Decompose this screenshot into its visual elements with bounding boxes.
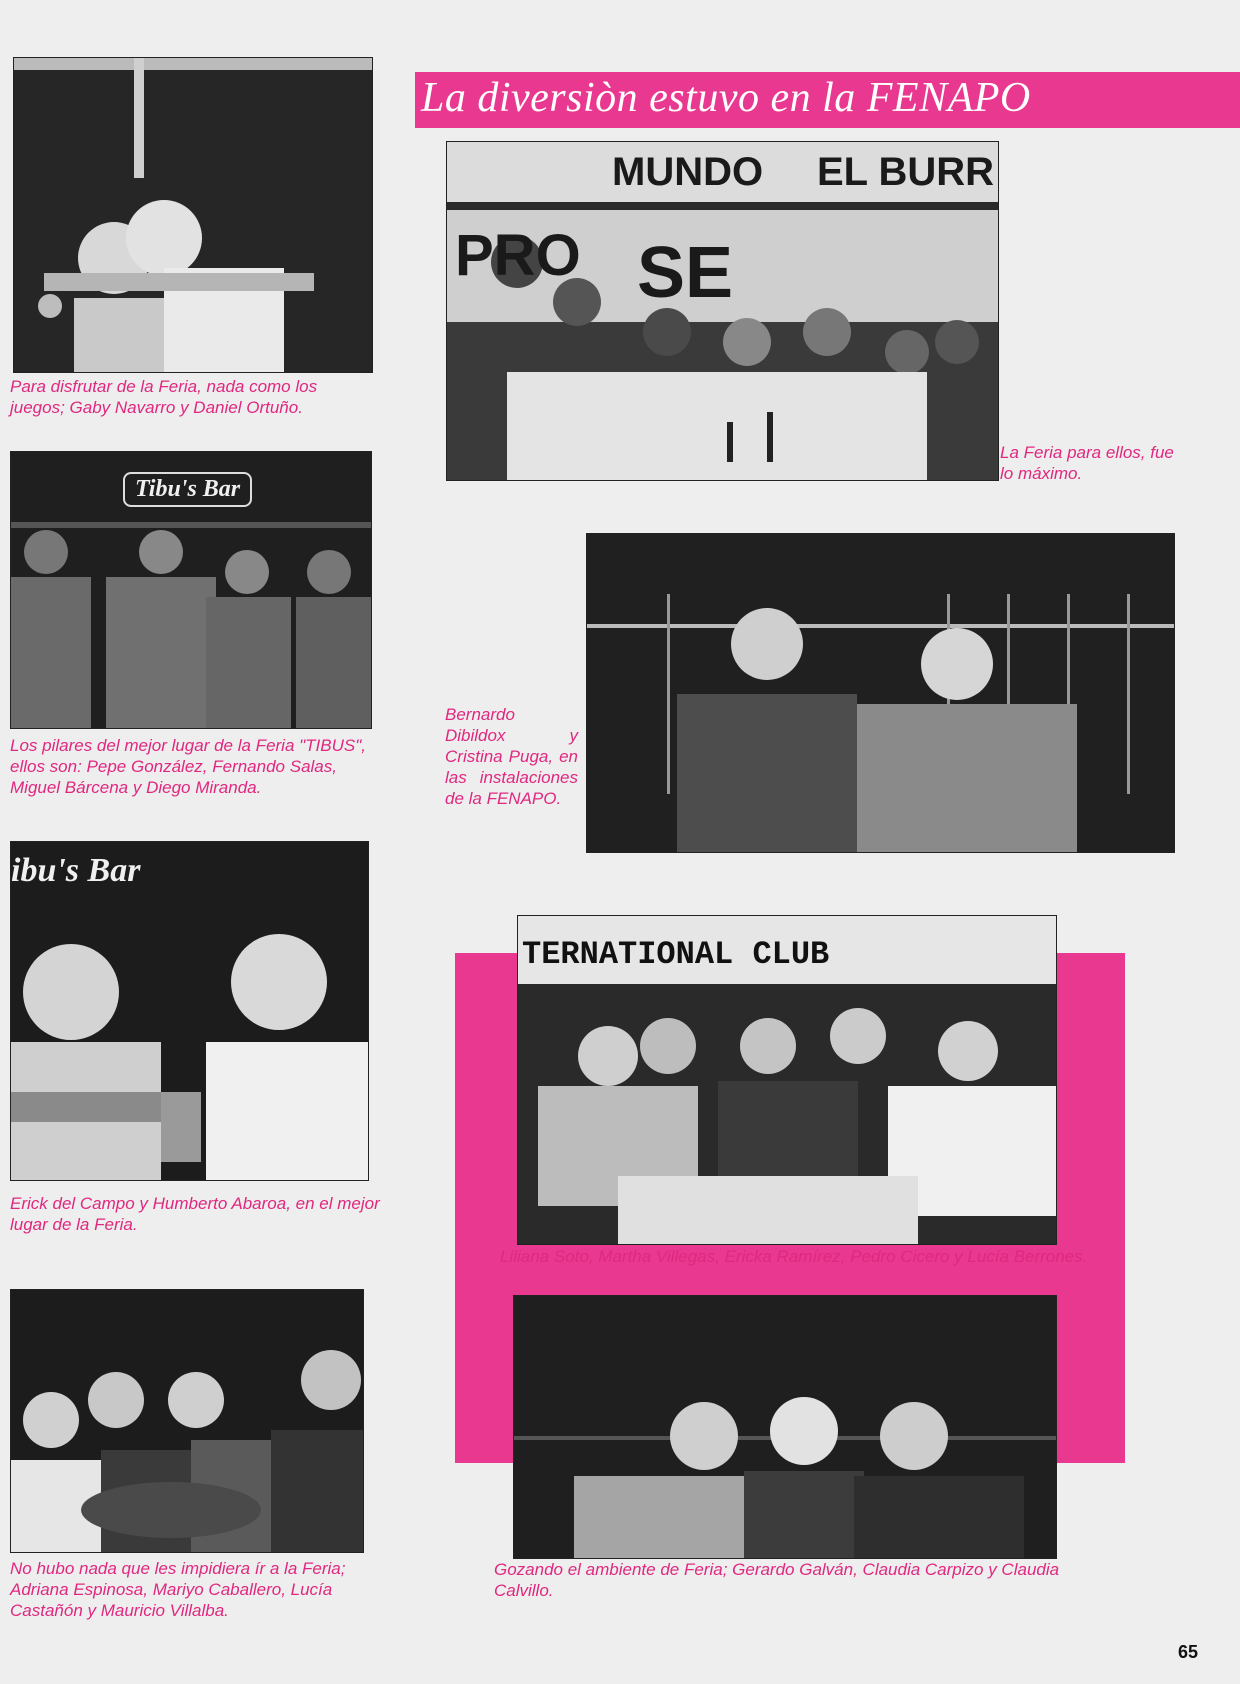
photo-figures: [14, 58, 372, 372]
photo-figures: [514, 1296, 1056, 1558]
caption-pilares: Los pilares del mejor lugar de la Feria "TIBUS", ellos son: Pepe González, Fernando Salas, Miguel Bárcena y Diego Miranda.: [10, 736, 366, 797]
sign-tibus-bar-partial: ibu's Bar: [11, 852, 141, 889]
sign-se: SE: [637, 233, 734, 313]
sign-pro: PRO: [455, 223, 581, 288]
page-title: La diversiòn estuvo en la FENAPO: [421, 75, 1031, 121]
caption-gaby-daniel: Para disfrutar de la Feria, nada como los juegos; Gaby Navarro y Daniel Ortuño.: [10, 377, 318, 417]
photo-figures: [587, 534, 1174, 852]
photo-erick-humberto: [11, 842, 368, 1180]
page-number: 65: [1177, 1642, 1198, 1662]
page-title-banner: [415, 72, 1240, 128]
photo-international-club: [518, 916, 1056, 1244]
caption-gozando: Gozando el ambiente de Feria; Gerardo Galván, Claudia Carpizo y Claudia Calvillo.: [494, 1560, 1060, 1600]
caption-no-hubo: No hubo nada que les impidiera ír a la Feria; Adriana Espinosa, Mariyo Caballero, Lucía Castañón y Mauricio Villalba.: [10, 1559, 346, 1620]
photo-tibus-staff: [11, 452, 371, 728]
caption-liliana: Liliana Soto, Martha Villegas, Ericka Ramírez, Pedro Cicero y Lucía Berrones.: [500, 1247, 1088, 1266]
caption-erick-humberto: Erick del Campo y Humberto Abaroa, en el mejor lugar de la Feria.: [10, 1194, 380, 1234]
caption-bernardo-cristina: Bernardo Dibildox y Cristina Puga, en las instalaciones de la FENAPO.: [445, 705, 578, 808]
sign-mundo: MUNDO: [612, 150, 764, 194]
photo-figures: [11, 1290, 363, 1552]
photo-no-hubo: [11, 1290, 363, 1552]
photo-gozando: [514, 1296, 1056, 1558]
photo-figures: [11, 842, 368, 1180]
caption-feria-ellos: La Feria para ellos, fue lo máximo.: [1000, 443, 1174, 483]
sign-el-burro: EL BURR: [817, 150, 995, 194]
photo-bernardo-cristina: [587, 534, 1174, 852]
photo-feria-group: [447, 142, 998, 480]
sign-tibus-bar: Tibu's Bar: [123, 472, 252, 507]
sign-international-club: TERNATIONAL CLUB: [522, 936, 830, 973]
photo-gaby-daniel: [14, 58, 372, 372]
